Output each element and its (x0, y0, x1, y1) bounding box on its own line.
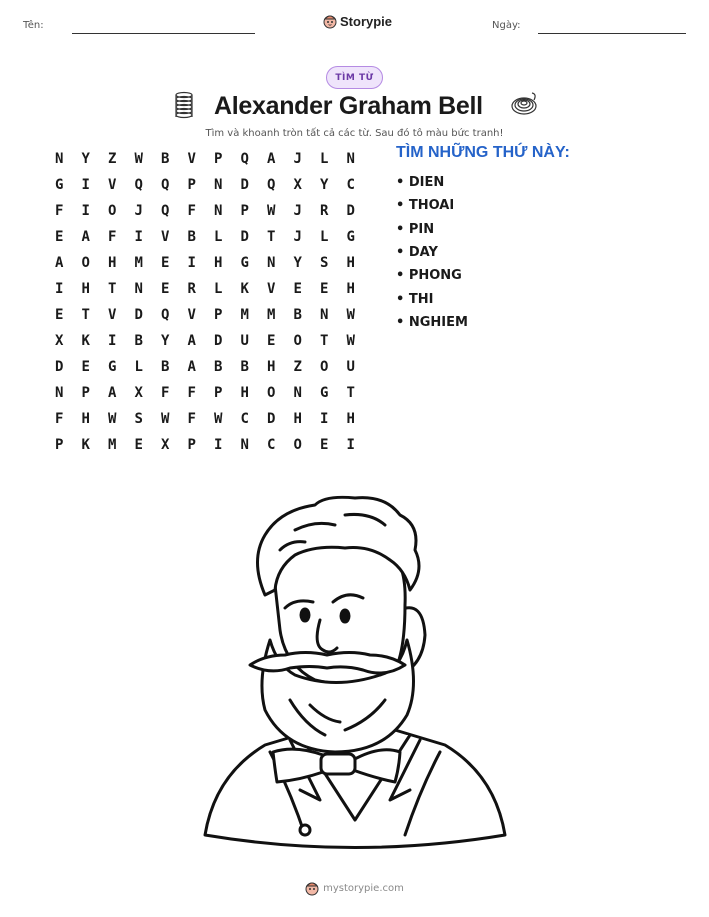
grid-letter[interactable]: B (161, 359, 170, 375)
grid-letter[interactable]: M (240, 307, 249, 323)
word-list-item: • PHONG (396, 264, 570, 287)
grid-letter[interactable]: X (161, 437, 170, 453)
grid-letter[interactable]: N (267, 255, 276, 271)
grid-letter[interactable]: O (267, 385, 276, 401)
grid-row (46, 432, 364, 458)
grid-letter[interactable]: O (320, 359, 329, 375)
grid-letter[interactable]: H (214, 255, 223, 271)
grid-letter[interactable]: N (55, 385, 64, 401)
grid-letter[interactable]: D (346, 203, 355, 219)
grid-letter[interactable]: S (134, 411, 143, 427)
grid-letter[interactable]: O (81, 255, 90, 271)
grid-letter[interactable]: O (293, 437, 302, 453)
grid-letter[interactable]: W (346, 333, 355, 349)
grid-letter[interactable]: I (214, 437, 223, 453)
grid-letter[interactable]: D (240, 229, 249, 245)
grid-letter[interactable]: C (346, 177, 355, 193)
name-field-line[interactable] (72, 33, 255, 34)
grid-letter[interactable]: J (293, 229, 302, 245)
brand-logo (323, 13, 392, 29)
pie-mascot-icon (323, 13, 337, 29)
grid-letter[interactable]: H (293, 411, 302, 427)
grid-letter[interactable]: G (240, 255, 249, 271)
word-list-items (396, 171, 570, 334)
grid-letter[interactable]: G (108, 359, 117, 375)
grid-letter[interactable]: I (55, 281, 64, 297)
name-label: Tên: (23, 20, 44, 31)
grid-row (46, 354, 364, 380)
grid-letter[interactable]: P (187, 177, 196, 193)
grid-letter[interactable]: E (267, 333, 276, 349)
grid-letter[interactable]: A (108, 385, 117, 401)
grid-letter[interactable]: Q (161, 177, 170, 193)
grid-letter[interactable]: V (161, 229, 170, 245)
grid-letter[interactable]: V (267, 281, 276, 297)
grid-letter[interactable]: F (108, 229, 117, 245)
grid-letter[interactable]: G (55, 177, 64, 193)
grid-letter[interactable]: F (187, 411, 196, 427)
pie-mascot-icon (305, 880, 319, 896)
grid-letter[interactable]: D (55, 359, 64, 375)
grid-row (46, 380, 364, 406)
grid-letter[interactable]: A (187, 359, 196, 375)
grid-letter[interactable]: S (320, 255, 329, 271)
brand-name: Storypie (340, 13, 393, 29)
grid-letter[interactable]: W (267, 203, 276, 219)
date-field-line[interactable] (538, 33, 686, 34)
page-title: Alexander Graham Bell (214, 92, 483, 120)
grid-letter[interactable]: W (161, 411, 170, 427)
grid-letter[interactable]: G (320, 385, 329, 401)
grid-letter[interactable]: X (134, 385, 143, 401)
grid-letter[interactable]: J (134, 203, 143, 219)
grid-letter[interactable]: K (240, 281, 249, 297)
grid-letter[interactable]: K (81, 437, 90, 453)
grid-row (46, 224, 364, 250)
grid-letter[interactable]: E (161, 255, 170, 271)
grid-letter[interactable]: B (293, 307, 302, 323)
grid-letter[interactable]: F (161, 385, 170, 401)
grid-letter[interactable]: W (134, 151, 143, 167)
grid-letter[interactable]: F (187, 385, 196, 401)
title-row (0, 90, 709, 126)
grid-letter[interactable]: E (55, 229, 64, 245)
grid-letter[interactable]: Y (293, 255, 302, 271)
grid-row (46, 172, 364, 198)
footer-site[interactable]: mystorypie.com (323, 882, 404, 894)
grid-letter[interactable]: N (134, 281, 143, 297)
grid-letter[interactable]: I (81, 203, 90, 219)
grid-letter[interactable]: D (240, 177, 249, 193)
grid-letter[interactable]: N (320, 307, 329, 323)
grid-letter[interactable]: W (108, 411, 117, 427)
word-list-item: • NGHIEM (396, 311, 570, 334)
page-footer (0, 880, 709, 896)
grid-letter[interactable]: L (320, 229, 329, 245)
grid-letter[interactable]: W (346, 307, 355, 323)
grid-letter[interactable]: O (293, 333, 302, 349)
grid-letter[interactable]: H (240, 385, 249, 401)
grid-letter[interactable]: W (214, 411, 223, 427)
grid-letter[interactable]: P (81, 385, 90, 401)
grid-letter[interactable]: H (346, 255, 355, 271)
grid-letter[interactable]: A (267, 151, 276, 167)
grid-letter[interactable]: E (81, 359, 90, 375)
grid-letter[interactable]: H (346, 411, 355, 427)
grid-letter[interactable]: A (81, 229, 90, 245)
grid-letter[interactable]: P (187, 437, 196, 453)
grid-letter[interactable]: I (108, 333, 117, 349)
grid-letter[interactable]: T (346, 385, 355, 401)
grid-letter[interactable]: P (214, 151, 223, 167)
grid-letter[interactable]: O (108, 203, 117, 219)
grid-letter[interactable]: L (134, 359, 143, 375)
grid-letter[interactable]: B (187, 229, 196, 245)
grid-letter[interactable]: I (81, 177, 90, 193)
grid-letter[interactable]: X (293, 177, 302, 193)
grid-letter[interactable]: H (108, 255, 117, 271)
grid-letter[interactable]: F (55, 411, 64, 427)
grid-letter[interactable]: Z (293, 359, 302, 375)
grid-letter[interactable]: M (108, 437, 117, 453)
grid-row (46, 328, 364, 354)
grid-letter[interactable]: B (214, 359, 223, 375)
grid-letter[interactable]: N (346, 151, 355, 167)
grid-letter[interactable]: P (214, 307, 223, 323)
grid-letter[interactable]: L (214, 229, 223, 245)
grid-letter[interactable]: P (55, 437, 64, 453)
grid-letter[interactable]: N (214, 177, 223, 193)
grid-letter[interactable]: E (55, 307, 64, 323)
grid-letter[interactable]: H (346, 281, 355, 297)
grid-letter[interactable]: E (320, 437, 329, 453)
grid-letter[interactable]: N (293, 385, 302, 401)
grid-letter[interactable]: T (81, 307, 90, 323)
grid-letter[interactable]: P (240, 203, 249, 219)
grid-row (46, 146, 364, 172)
grid-letter[interactable]: E (320, 281, 329, 297)
grid-letter[interactable]: Y (81, 151, 90, 167)
grid-letter[interactable]: U (240, 333, 249, 349)
grid-letter[interactable]: V (187, 307, 196, 323)
word-list-title: TÌM NHỮNG THỨ NÀY: (396, 144, 570, 161)
grid-letter[interactable]: Q (240, 151, 249, 167)
grid-letter[interactable]: Z (108, 151, 117, 167)
grid-letter[interactable]: I (320, 411, 329, 427)
grid-letter[interactable]: A (187, 333, 196, 349)
grid-letter[interactable]: V (108, 177, 117, 193)
grid-letter[interactable]: F (187, 203, 196, 219)
grid-letter[interactable]: K (81, 333, 90, 349)
grid-letter[interactable]: U (346, 359, 355, 375)
grid-letter[interactable]: I (346, 437, 355, 453)
grid-letter[interactable]: J (293, 151, 302, 167)
grid-letter[interactable]: D (214, 333, 223, 349)
grid-letter[interactable]: T (108, 281, 117, 297)
grid-letter[interactable]: D (134, 307, 143, 323)
grid-row (46, 250, 364, 276)
instructions: Tìm và khoanh tròn tất cả các từ. Sau đó tô màu bức tranh! (205, 128, 504, 139)
grid-letter[interactable]: Q (161, 203, 170, 219)
activity-badge: TÌM TỪ (326, 66, 383, 89)
grid-letter[interactable]: M (267, 307, 276, 323)
word-list-item: • THI (396, 287, 570, 310)
grid-letter[interactable]: B (161, 151, 170, 167)
word-list-item: • DIEN (396, 171, 570, 194)
word-list-item: • PIN (396, 218, 570, 241)
grid-letter[interactable]: N (214, 203, 223, 219)
grid-letter[interactable]: V (187, 151, 196, 167)
spring-coil-icon (174, 91, 194, 121)
grid-letter[interactable]: T (267, 229, 276, 245)
grid-letter[interactable]: Q (267, 177, 276, 193)
grid-letter[interactable]: C (267, 437, 276, 453)
grid-letter[interactable]: H (81, 411, 90, 427)
date-label: Ngày: (492, 20, 521, 31)
grid-letter[interactable]: H (81, 281, 90, 297)
grid-letter[interactable]: L (320, 151, 329, 167)
grid-letter[interactable]: C (240, 411, 249, 427)
bearded-man-portrait-coloring[interactable] (195, 490, 515, 860)
word-search-grid[interactable] (46, 146, 364, 458)
grid-letter[interactable]: A (55, 255, 64, 271)
grid-letter[interactable]: J (293, 203, 302, 219)
word-list-item: • DAY (396, 241, 570, 264)
grid-letter[interactable]: V (108, 307, 117, 323)
grid-letter[interactable]: Y (161, 333, 170, 349)
coiled-wire-icon (510, 92, 538, 118)
grid-letter[interactable]: Q (161, 307, 170, 323)
grid-letter[interactable]: E (161, 281, 170, 297)
grid-letter[interactable]: M (134, 255, 143, 271)
grid-letter[interactable]: G (346, 229, 355, 245)
grid-letter[interactable]: X (55, 333, 64, 349)
grid-letter[interactable]: R (187, 281, 196, 297)
word-list (396, 144, 570, 334)
grid-letter[interactable]: I (187, 255, 196, 271)
word-list-item: • THOAI (396, 194, 570, 217)
grid-row (46, 302, 364, 328)
grid-letter[interactable]: N (55, 151, 64, 167)
grid-letter[interactable]: P (214, 385, 223, 401)
grid-letter[interactable]: Q (134, 177, 143, 193)
grid-letter[interactable]: H (267, 359, 276, 375)
grid-letter[interactable]: L (214, 281, 223, 297)
grid-letter[interactable]: D (267, 411, 276, 427)
grid-letter[interactable]: R (320, 203, 329, 219)
grid-letter[interactable]: B (134, 333, 143, 349)
grid-row (46, 276, 364, 302)
grid-letter[interactable]: B (240, 359, 249, 375)
grid-letter[interactable]: I (134, 229, 143, 245)
grid-letter[interactable]: Y (320, 177, 329, 193)
grid-letter[interactable]: E (293, 281, 302, 297)
grid-letter[interactable]: N (240, 437, 249, 453)
grid-letter[interactable]: F (55, 203, 64, 219)
grid-letter[interactable]: E (134, 437, 143, 453)
grid-row (46, 198, 364, 224)
grid-letter[interactable]: T (320, 333, 329, 349)
page-header (0, 0, 709, 50)
grid-row (46, 406, 364, 432)
